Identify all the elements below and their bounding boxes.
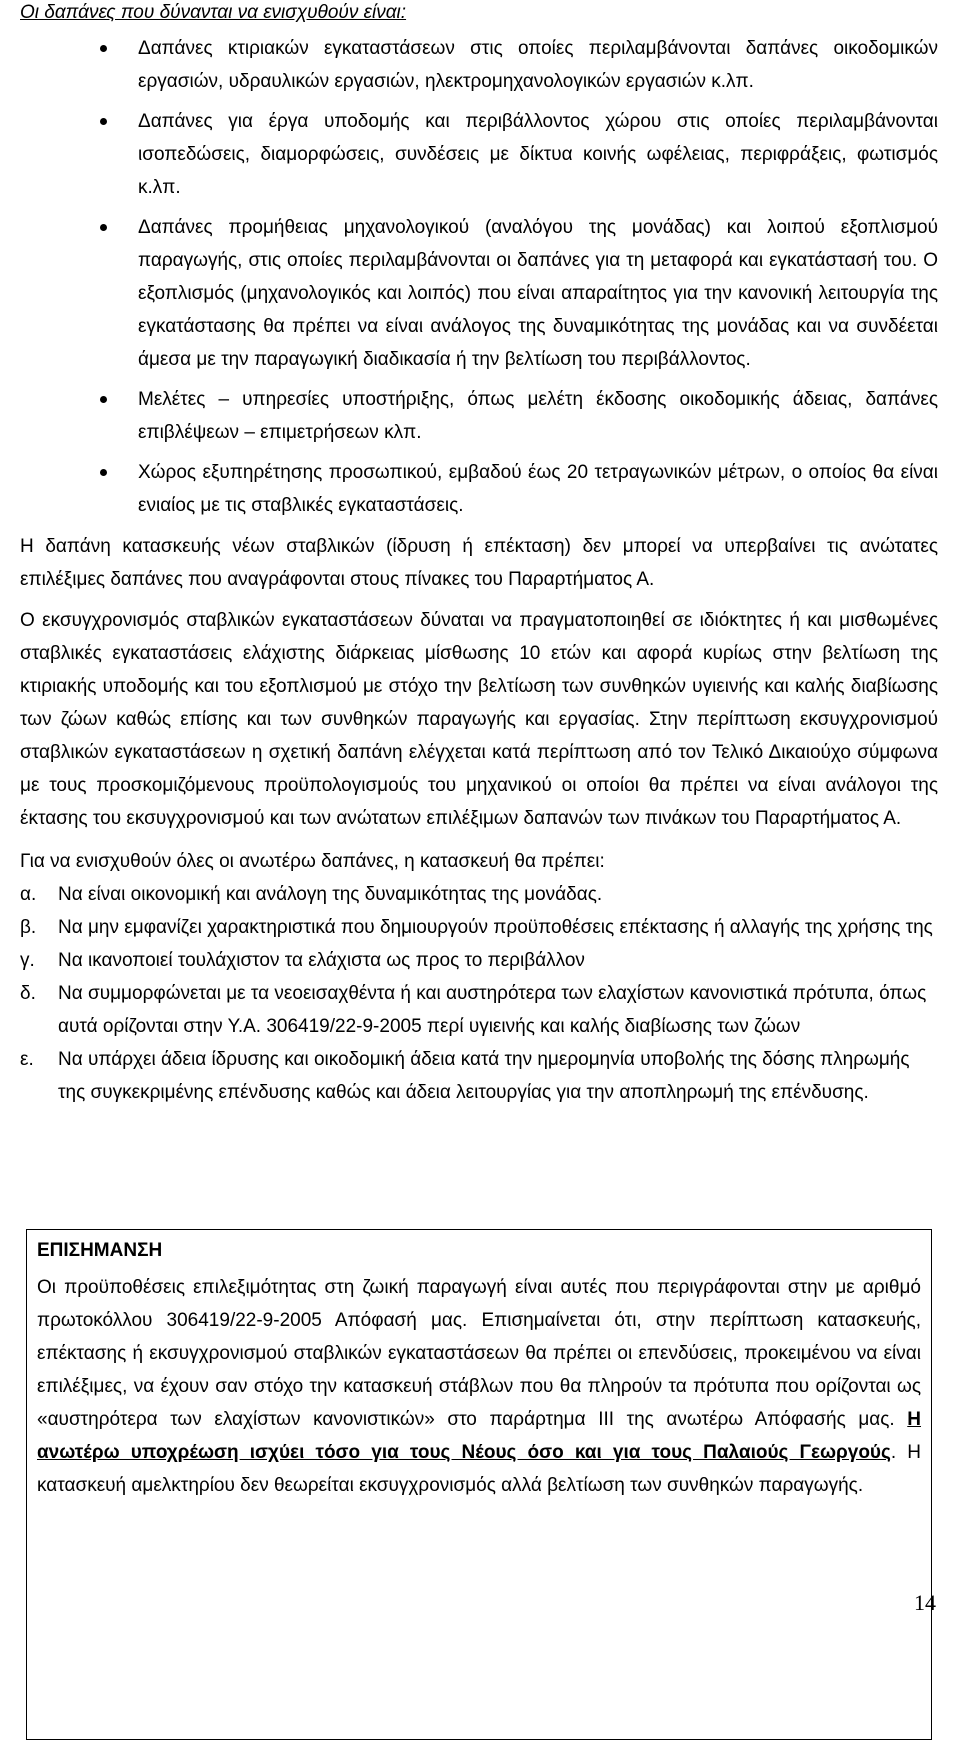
bullet-icon bbox=[100, 118, 107, 125]
list-item bbox=[20, 878, 938, 911]
list-item bbox=[20, 911, 938, 944]
list-item bbox=[20, 1043, 938, 1109]
list-item bbox=[20, 211, 938, 376]
list-item-text: Χώρος εξυπηρέτησης προσωπικού, εμβαδού έως 20 τετραγωνικών μέτρων, ο οποίος θα είναι ενιαίος με τις σταβλικές εγκαταστάσεις. bbox=[138, 462, 938, 516]
list-item-text: Να μην εμφανίζει χαρακτηριστικά που δημιουργούν προϋποθέσεις επέκτασης ή αλλαγής της χρήσης της bbox=[58, 917, 933, 938]
list-item-text: Δαπάνες προμήθειας μηχανολογικού (αναλόγου της μονάδας) και λοιπού εξοπλισμού παραγωγής, στις οποίες περιλαμβάνονται οι δαπάνες για τη μεταφορά και εγκατάστασή του. Ο εξοπλισμός (μηχανολογικός και λοιπός) που είναι απαραίτητος για την κανονική λειτουργία της εγκατάστασης θα πρέπει να είναι ανάλογος της δυναμικότητας της μονάδας και να συνδέεται άμεσα με την παραγωγική διαδικασία ή την βελτίωση του περιβάλλοντος. bbox=[138, 217, 938, 370]
list-item bbox=[20, 383, 938, 449]
list-marker: α. bbox=[20, 884, 37, 905]
list-item-text: Δαπάνες κτιριακών εγκαταστάσεων στις οποίες περιλαμβάνονται δαπάνες οικοδομικών εργασιών, υδραυλικών εργασιών, ηλεκτρομηχανολογικών εργασιών κ.λπ. bbox=[138, 38, 938, 92]
list-marker: β. bbox=[20, 917, 37, 938]
notice-text bbox=[37, 1271, 921, 1502]
notice-emphasis: Η ανωτέρω υποχρέωση ισχύει τόσο για τους Νέους όσο και για τους Παλαιούς Γεωργούς bbox=[37, 1409, 921, 1463]
list-item bbox=[20, 105, 938, 204]
list-marker: γ. bbox=[20, 950, 35, 971]
list-item bbox=[20, 944, 938, 977]
page-number: 14 bbox=[914, 1590, 936, 1615]
bullet-icon bbox=[100, 469, 107, 476]
modernisation-paragraph: Ο εκσυγχρονισμός σταβλικών εγκαταστάσεων δύναται να πραγματοποιηθεί σε ιδιόκτητες ή και μισθωμένες σταβλικές εγκαταστάσεις ελάχιστης διάρκειας μίσθωσης 10 ετών και αφορά κυρίως στην βελτίωση της κτιριακής υποδομής και του εξοπλισμού με στόχο την βελτίωση των συνθηκών υγιεινής και καλής διαβίωσης των ζώων καθώς επίσης και των συνθηκών παραγωγής και εργασίας. Στην περίπτωση εκσυγχρονισμού σταβλικών εγκαταστάσεων η σχετική δαπάνη ελέγχεται κατά περίπτωση από τον Τελικό Δικαιούχο σύμφωνα με τους προσκομιζόμενους προϋπολογισμούς του μηχανικού οι οποίοι θα πρέπει να είναι ανάλογοι της έκτασης του εκσυγχρονισμού και των ανώτατων επιλέξιμων δαπανών των πινάκων του Παραρτήματος Α. bbox=[20, 610, 938, 829]
list-item-text: Μελέτες – υπηρεσίες υποστήριξης, όπως μελέτη έκδοσης οικοδομικής άδειας, δαπάνες επιβλέψεων – επιμετρήσεων κλπ. bbox=[138, 389, 938, 443]
bullet-icon bbox=[100, 396, 107, 403]
list-item bbox=[20, 32, 938, 98]
notice-title: ΕΠΙΣΗΜΑΝΣΗ bbox=[37, 1240, 163, 1261]
bullet-icon bbox=[100, 45, 107, 52]
notice-text-part1: Οι προϋποθέσεις επιλεξιμότητας στη ζωική παραγωγή είναι αυτές που περιγράφονται στην με αριθμό πρωτοκόλλου 306419/22-9-2005 Απόφασή μας. Επισημαίνεται ότι, στην περίπτωση κατασκευής, επέκτασης ή εκσυγχρονισμού σταβλικών εγκαταστάσεων θα πρέπει οι επενδύσεις, προκειμένου να είναι επιλέξιμες, να έχουν σαν στόχο την κατασκευή στάβλων που θα πληρούν τα πρότυπα που ορίζονται ως «αυστηρότερα των ελαχίστων κανονιστικών» στο παράρτημα ΙΙΙ της ανωτέρω Απόφασής μας. bbox=[37, 1277, 921, 1430]
bullet-icon bbox=[100, 224, 107, 231]
notice-text-part2: . Η κατασκευή αμελκτηρίου δεν θεωρείται εκσυγχρονισμός αλλά βελτίωση των συνθηκών παραγωγής. bbox=[37, 1442, 921, 1496]
list-item-text: Να είναι οικονομική και ανάλογη της δυναμικότητας της μονάδας. bbox=[58, 884, 603, 905]
eligible-expenses-heading: Οι δαπάνες που δύνανται να ενισχυθούν είναι: bbox=[20, 2, 407, 23]
eligible-expenses-list bbox=[20, 32, 938, 522]
list-item-text: Να συμμορφώνεται με τα νεοεισαχθέντα ή και αυστηρότερα των ελαχίστων κανονιστικά πρότυπα, όπως αυτά ορίζονται στην Υ.Α. 306419/22-9-2005 περί υγιεινής και καλής διαβίωσης των ζώων bbox=[58, 983, 927, 1037]
list-item-text: Δαπάνες για έργα υποδομής και περιβάλλοντος χώρου στις οποίες περιλαμβάνονται ισοπεδώσεις, διαμορφώσεις, συνδέσεις με δίκτυα κοινής ωφέλειας, περιφράξεις, φωτισμός κ.λπ. bbox=[138, 111, 938, 198]
list-item-text: Να υπάρχει άδεια ίδρυσης και οικοδομική άδεια κατά την ημερομηνία υποβολής της δόσης πληρωμής της συγκεκριμένης επένδυσης καθώς και άδεια λειτουργίας για την αποπληρωμή της επένδυσης. bbox=[58, 1049, 910, 1103]
document-page bbox=[20, 0, 938, 1496]
list-marker: ε. bbox=[20, 1049, 34, 1070]
new-construction-paragraph: Η δαπάνη κατασκευής νέων σταβλικών (ίδρυση ή επέκταση) δεν μπορεί να υπερβαίνει τις ανώτατες επιλέξιμες δαπάνες που αναγράφονται στους πίνακες του Παραρτήματος Α. bbox=[20, 536, 938, 590]
list-item-text: Να ικανοποιεί τουλάχιστον τα ελάχιστα ως προς το περιβάλλον bbox=[58, 950, 585, 971]
conditions-list bbox=[20, 878, 938, 1109]
list-item bbox=[20, 977, 938, 1043]
conditions-intro: Για να ενισχυθούν όλες οι ανωτέρω δαπάνες, η κατασκευή θα πρέπει: bbox=[20, 851, 605, 872]
list-marker: δ. bbox=[20, 983, 36, 1004]
list-item bbox=[20, 456, 938, 522]
notice-box bbox=[26, 1229, 932, 1740]
